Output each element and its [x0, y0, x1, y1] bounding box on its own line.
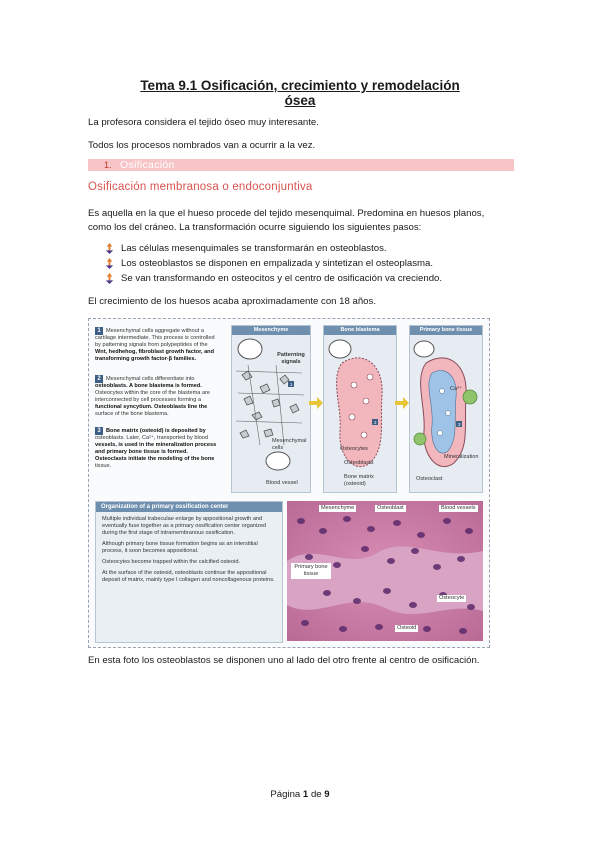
label-ca: Ca²⁺: [450, 386, 462, 392]
list-item: [104, 271, 514, 286]
page-title-line2: ósea: [284, 93, 316, 108]
blastema-illustration: [324, 335, 396, 491]
section-number: 1.: [104, 160, 112, 170]
step-text: Las células mesenquimales se transformarán en osteoblastos.: [121, 243, 387, 254]
micro-label-mesenchyme: Mesenchyme: [321, 505, 355, 511]
paragraph-2: El crecimiento de los huesos acaba aproximadamente con 18 años.: [88, 296, 376, 307]
panel-header: Mesenchyme: [232, 326, 310, 335]
svg-text:1: 1: [290, 382, 293, 387]
arrow-bullet-icon: [104, 258, 115, 269]
organization-box: [95, 501, 283, 643]
figure-step-2: 2 Mesenchymal cells differentiate into osteoblasts. A bone blastema is formed. Osteocytes within the core of the blastema are interconnected by cell processes forming a functional syncytium. Osteoblasts line the surface of the bone blastema.: [95, 376, 211, 417]
step-text: Se van transformando en osteocitos y el centro de osificación va creciendo.: [121, 273, 443, 284]
label-osteocytes: Osteocytes: [340, 446, 368, 452]
arrow-bullet-icon: [104, 273, 115, 284]
paragraph-1-line2: como los del cráneo. La transformación ocurre siguiendo los siguientes pasos:: [88, 222, 422, 233]
panel-primary-bone: [409, 325, 483, 493]
footer-page-number: 1: [302, 789, 309, 800]
steps-list: [104, 241, 514, 286]
panel-mesenchyme: [231, 325, 311, 493]
svg-text:2: 2: [374, 420, 377, 425]
section-title: Osificación: [120, 159, 175, 171]
organization-paragraph-3: Osteocytes become trapped within the calcified osteoid.: [102, 559, 241, 565]
footer-of: de: [310, 789, 322, 800]
svg-text:3: 3: [458, 422, 461, 427]
panel-header: Bone blastema: [324, 326, 396, 335]
primary-bone-illustration: [410, 335, 482, 491]
organization-title: Organization of a primary ossification center: [96, 502, 282, 512]
panel-header: Primary bone tissue: [410, 326, 482, 335]
arrow-right-icon: [395, 397, 409, 409]
step-text: Los osteoblastos se disponen en empalizada y sintetizan el osteoplasma.: [121, 258, 433, 269]
ossification-figure: [88, 318, 490, 648]
diagram-panels: [231, 325, 481, 491]
micro-label-osteocyte: Osteocyte: [439, 595, 465, 601]
page-title-line1: Tema 9.1 Osificación, crecimiento y remodelación: [140, 78, 460, 93]
list-item: [104, 241, 514, 256]
organization-paragraph-2: Although primary bone tissue formation begins as an interstitial process, it soon becomes appositional.: [102, 541, 258, 554]
organization-paragraph-1: Multiple individual trabeculae enlarge by appositional growth and eventually fuse together as a primary ossification center organized during the first stage of intramembranous ossification.: [102, 516, 267, 536]
paragraph-1-line1: Es aquella en la que el hueso procede del tejido mesenquimal. Predomina en huesos planos,: [88, 208, 485, 219]
figure-step-3: 3 Bone matrix (osteoid) is deposited by osteoblasts. Later, Ca²⁺, transported by blood vessels, is used in the mineralization process and primary bone tissue is formed. Osteoclasts initiate the modeling of the bone tissue.: [95, 428, 217, 469]
micro-label-osteoid: Osteoid: [397, 625, 417, 631]
arrow-right-icon: [309, 397, 323, 409]
footer-prefix: Página: [270, 789, 301, 800]
step-number-badge: 1: [95, 327, 103, 335]
figure-step-1: 1 Mesenchymal cells aggregate without a cartilage intermediate. This process is controlled by patterning signals from polypeptides of the Wnt, hedhehog, fibroblast growth factor, and transforming growth factor-β families.: [95, 328, 215, 362]
footer-total-pages: 9: [324, 789, 330, 800]
page-footer: [0, 789, 600, 800]
label-bone-matrix: Bone matrix (osteoid): [344, 474, 374, 487]
intro-paragraph-2: Todos los procesos nombrados van a ocurrir a la vez.: [88, 140, 316, 151]
figure-caption: En esta foto los osteoblastos se disponen uno al lado del otro frente al centro de osificación.: [88, 655, 480, 666]
list-item: [104, 256, 514, 271]
intro-paragraph-1: La profesora considera el tejido óseo muy interesante.: [88, 117, 319, 128]
micro-label-osteoblast: Osteoblast: [377, 505, 404, 511]
organization-paragraph-4: At the surface of the osteoid, osteoblasts continue the appositional deposit of matrix, mainly type I collagen and noncollagenous proteins.: [102, 570, 275, 583]
subsection-title: Osificación membranosa o endoconjuntiva: [88, 181, 313, 193]
panel-bone-blastema: [323, 325, 397, 493]
step-number-badge: 3: [95, 427, 103, 435]
arrow-bullet-icon: [104, 243, 115, 254]
micro-label-blood-vessels: Blood vessels: [441, 505, 476, 511]
label-blood-vessel: Blood vessel: [266, 480, 298, 486]
step-number-badge: 2: [95, 375, 103, 383]
label-mesenchymal-cells: Mesenchymal cells: [272, 438, 307, 451]
label-osteoclast: Osteoclast: [416, 476, 443, 482]
label-mineralization: Mineralization: [444, 454, 479, 460]
label-osteoblasts: Osteoblasts: [344, 460, 374, 466]
label-patterning: Patterning signals: [277, 352, 305, 365]
histology-micrograph: [287, 501, 483, 641]
micro-label-primary-bone: Primary bone tissue: [291, 563, 331, 579]
